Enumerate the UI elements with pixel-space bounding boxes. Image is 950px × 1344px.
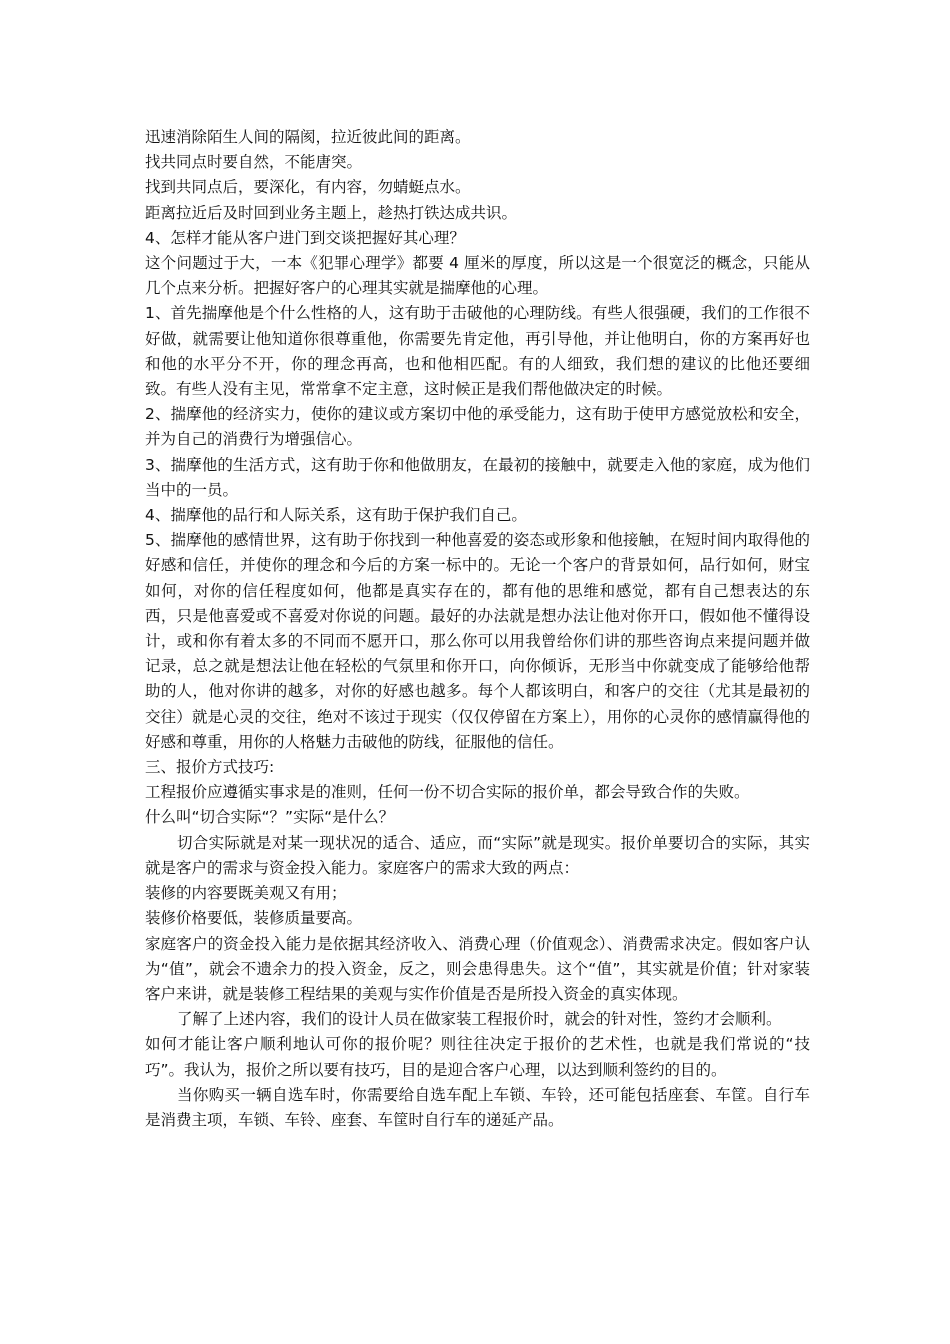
paragraph: 装修价格要低，装修质量要高。: [145, 909, 363, 928]
document-body: [145, 125, 810, 1133]
paragraph: 找到共同点后，要深化，有内容，勿蜻蜓点水。: [145, 178, 471, 197]
list-item: 4、揣摩他的品行和人际关系，这有助于保护我们自己。: [145, 506, 527, 525]
paragraph: 家庭客户的资金投入能力是依据其经济收入、消费心理（价值观念）、消费需求决定。假如客户认为“值”，就会不遗余力的投入资金，反之，则会患得患失。这个“值”，其实就是价值；针对家装客户来讲，就是装修工程结果的美观与实作价值是否是所投入资金的真实体现。: [145, 934, 810, 1003]
section-heading: 三、报价方式技巧:: [145, 758, 275, 777]
list-item: 1、首先揣摩他是个什么性格的人，这有助于击破他的心理防线。有些人很强硬，我们的工作很不好做，就需要让他知道你很尊重他，你需要先肯定他，再引导他，并让他明白，你的方案再好也和他的水平分不开，你的理念再高，也和他相匹配。有的人细致，我们想的建议的比他还要细致。有些人没有主见，常常拿不定主意，这时候正是我们帮他做决定的时候。: [145, 304, 810, 399]
paragraph: 找共同点时要自然，不能唐突。: [145, 153, 363, 172]
paragraph: 什么叫“切合实际“？”实际“是什么？: [145, 808, 395, 827]
paragraph: 迅速消除陌生人间的隔阂，拉近彼此间的距离。: [145, 128, 471, 146]
paragraph: 如何才能让客户顺利地认可你的报价呢？则往往决定于报价的艺术性，也就是我们常说的“技巧”。我认为，报价之所以要有技巧，目的是迎合客户心理，以达到顺利签约的目的。: [145, 1035, 810, 1079]
paragraph: 了解了上述内容，我们的设计人员在做家装工程报价时，就会的针对性，签约才会顺利。: [177, 1010, 782, 1029]
paragraph: 装修的内容要既美观又有用；: [145, 884, 347, 903]
paragraph: 当你购买一辆自选车时，你需要给自选车配上车锁、车铃，还可能包括座套、车筐。自行车是消费主项，车锁、车铃、座套、车筐时自行车的递延产品。: [145, 1085, 810, 1129]
list-item: 5、揣摩他的感情世界，这有助于你找到一种他喜爱的姿态或形象和他接触，在短时间内取得他的好感和信任，并使你的理念和今后的方案一标中的。无论一个客户的背景如何，品行如何，财宝如何，对你的信任程度如何，他都是真实存在的，都有他的思维和感觉，都有自己想表达的东西，只是他喜爱或不喜爱对你说的问题。最好的办法就是想办法让他对你开口，假如他不懂得设计，或和你有着太多的不同而不愿开口，那么你可以用我曾给你们讲的那些咨询点来提问题并做记录，总之就是想法让他在轻松的气氛里和你开口，向你倾诉，无形当中你就变成了能够给他帮助的人，他对你讲的越多，对你的好感也越多。每个人都该明白，和客户的交往（尤其是最初的交往）就是心灵的交往，绝对不该过于现实（仅仅停留在方案上），用你的心灵你的感情赢得他的好感和尊重，用你的人格魅力击破他的防线，征服他的信任。: [145, 531, 810, 751]
paragraph: 工程报价应遵循实事求是的准则，任何一份不切合实际的报价单，都会导致合作的失败。: [145, 783, 750, 802]
paragraph: 切合实际就是对某一现状况的适合、适应，而“实际”就是现实。报价单要切合的实际，其实就是客户的需求与资金投入能力。家庭客户的需求大致的两点：: [145, 833, 810, 877]
list-item: 2、揣摩他的经济实力，使你的建议或方案切中他的承受能力，这有助于使甲方感觉放松和安全，并为自己的消费行为增强信心。: [145, 405, 810, 449]
section-heading: 4、怎样才能从客户进门到交谈把握好其心理？: [145, 228, 465, 247]
paragraph: 距离拉近后及时回到业务主题上，趁热打铁达成共识。: [145, 203, 518, 222]
list-item: 3、揣摩他的生活方式，这有助于你和他做朋友，在最初的接触中，就要走入他的家庭，成为他们当中的一员。: [145, 455, 810, 499]
paragraph: 这个问题过于大，一本《犯罪心理学》都要 4 厘米的厚度，所以这是一个很宽泛的概念，只能从几个点来分析。把握好客户的心理其实就是揣摩他的心理。: [145, 254, 810, 298]
